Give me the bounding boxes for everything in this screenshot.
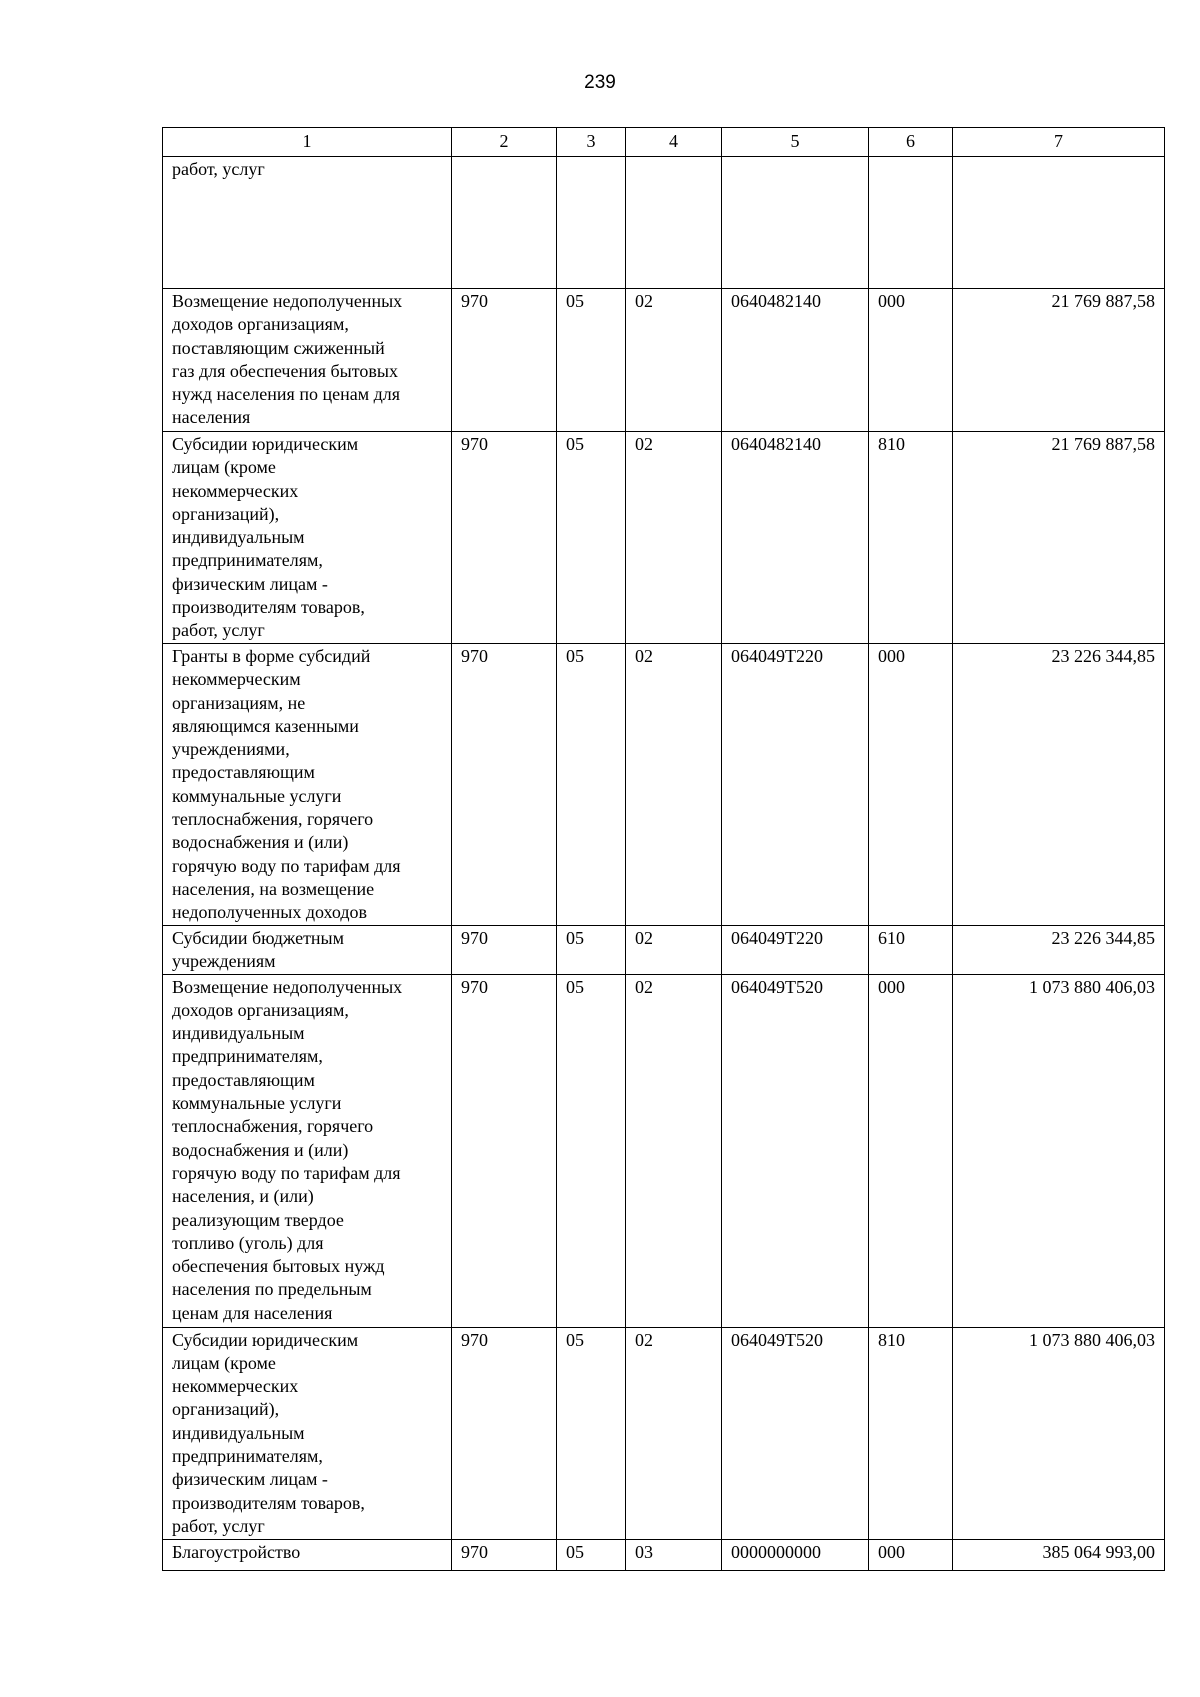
row-description: Возмещение недополученных доходов организациям, индивидуальным предпринимателям, предоставляющим коммунальные услуги теплоснабжения, горячего водоснабжения и (или) горячую воду по тарифам для населения, и (или) реализующим твердое топливо (уголь) для обеспечения бытовых нужд населения по предельным ценам для населения [163,974,452,1327]
table-row [163,644,1165,926]
column-header: 7 [953,128,1165,157]
row-code-3: 05 [557,926,626,975]
row-code-3 [557,157,626,289]
column-header: 1 [163,128,452,157]
row-code-6: 000 [869,644,953,926]
row-code-5: 0000000000 [722,1539,869,1570]
row-code-3: 05 [557,1539,626,1570]
column-number-row [163,128,1165,157]
row-description: Субсидии юридическим лицам (кроме некоммерческих организаций), индивидуальным предпринимателям, физическим лицам - производителям товаров, работ, услуг [163,432,452,644]
column-header: 5 [722,128,869,157]
row-code-5: 064049Т220 [722,926,869,975]
row-code-6: 000 [869,1539,953,1570]
row-code-4: 02 [626,926,722,975]
row-code-3: 05 [557,644,626,926]
row-amount: 1 073 880 406,03 [953,974,1165,1327]
row-code-4: 02 [626,974,722,1327]
row-code-5: 064049Т520 [722,974,869,1327]
row-description: Субсидии юридическим лицам (кроме некоммерческих организаций), индивидуальным предпринимателям, физическим лицам - производителям товаров, работ, услуг [163,1327,452,1539]
row-code-4: 02 [626,289,722,432]
row-code-2: 970 [452,1327,557,1539]
column-header: 4 [626,128,722,157]
row-code-5 [722,157,869,289]
table-row [163,926,1165,975]
row-amount: 1 073 880 406,03 [953,1327,1165,1539]
column-header: 2 [452,128,557,157]
row-code-2: 970 [452,926,557,975]
row-description: Субсидии бюджетным учреждениям [163,926,452,975]
row-description: Возмещение недополученных доходов организациям, поставляющим сжиженный газ для обеспечения бытовых нужд населения по ценам для населения [163,289,452,432]
row-code-5: 0640482140 [722,289,869,432]
row-code-5: 064049Т520 [722,1327,869,1539]
row-code-6: 000 [869,289,953,432]
row-code-2: 970 [452,289,557,432]
table-row [163,1539,1165,1570]
table-row [163,157,1165,289]
row-code-3: 05 [557,1327,626,1539]
row-code-4: 02 [626,1327,722,1539]
row-code-6: 810 [869,1327,953,1539]
page-number: 239 [584,72,616,93]
row-description: работ, услуг [163,157,452,289]
row-amount: 23 226 344,85 [953,644,1165,926]
row-code-2: 970 [452,432,557,644]
row-code-2: 970 [452,644,557,926]
column-header: 6 [869,128,953,157]
budget-table [162,127,1165,1571]
row-amount: 21 769 887,58 [953,432,1165,644]
row-amount: 21 769 887,58 [953,289,1165,432]
row-amount: 23 226 344,85 [953,926,1165,975]
row-code-4: 02 [626,644,722,926]
table-row [163,432,1165,644]
row-code-6: 610 [869,926,953,975]
row-code-6: 000 [869,974,953,1327]
row-code-6: 810 [869,432,953,644]
row-code-4 [626,157,722,289]
row-code-3: 05 [557,432,626,644]
table-row [163,289,1165,432]
row-code-6 [869,157,953,289]
row-code-3: 05 [557,289,626,432]
row-amount [953,157,1165,289]
row-code-5: 0640482140 [722,432,869,644]
row-code-4: 03 [626,1539,722,1570]
table-row [163,1327,1165,1539]
row-description: Благоустройство [163,1539,452,1570]
column-header: 3 [557,128,626,157]
row-code-4: 02 [626,432,722,644]
row-amount: 385 064 993,00 [953,1539,1165,1570]
row-code-2: 970 [452,974,557,1327]
row-code-2 [452,157,557,289]
row-description: Гранты в форме субсидий некоммерческим организациям, не являющимся казенными учреждениями, предоставляющим коммунальные услуги теплоснабжения, горячего водоснабжения и (или) горячую воду по тарифам для населения, на возмещение недополученных доходов [163,644,452,926]
row-code-3: 05 [557,974,626,1327]
table-row [163,974,1165,1327]
row-code-2: 970 [452,1539,557,1570]
row-code-5: 064049Т220 [722,644,869,926]
